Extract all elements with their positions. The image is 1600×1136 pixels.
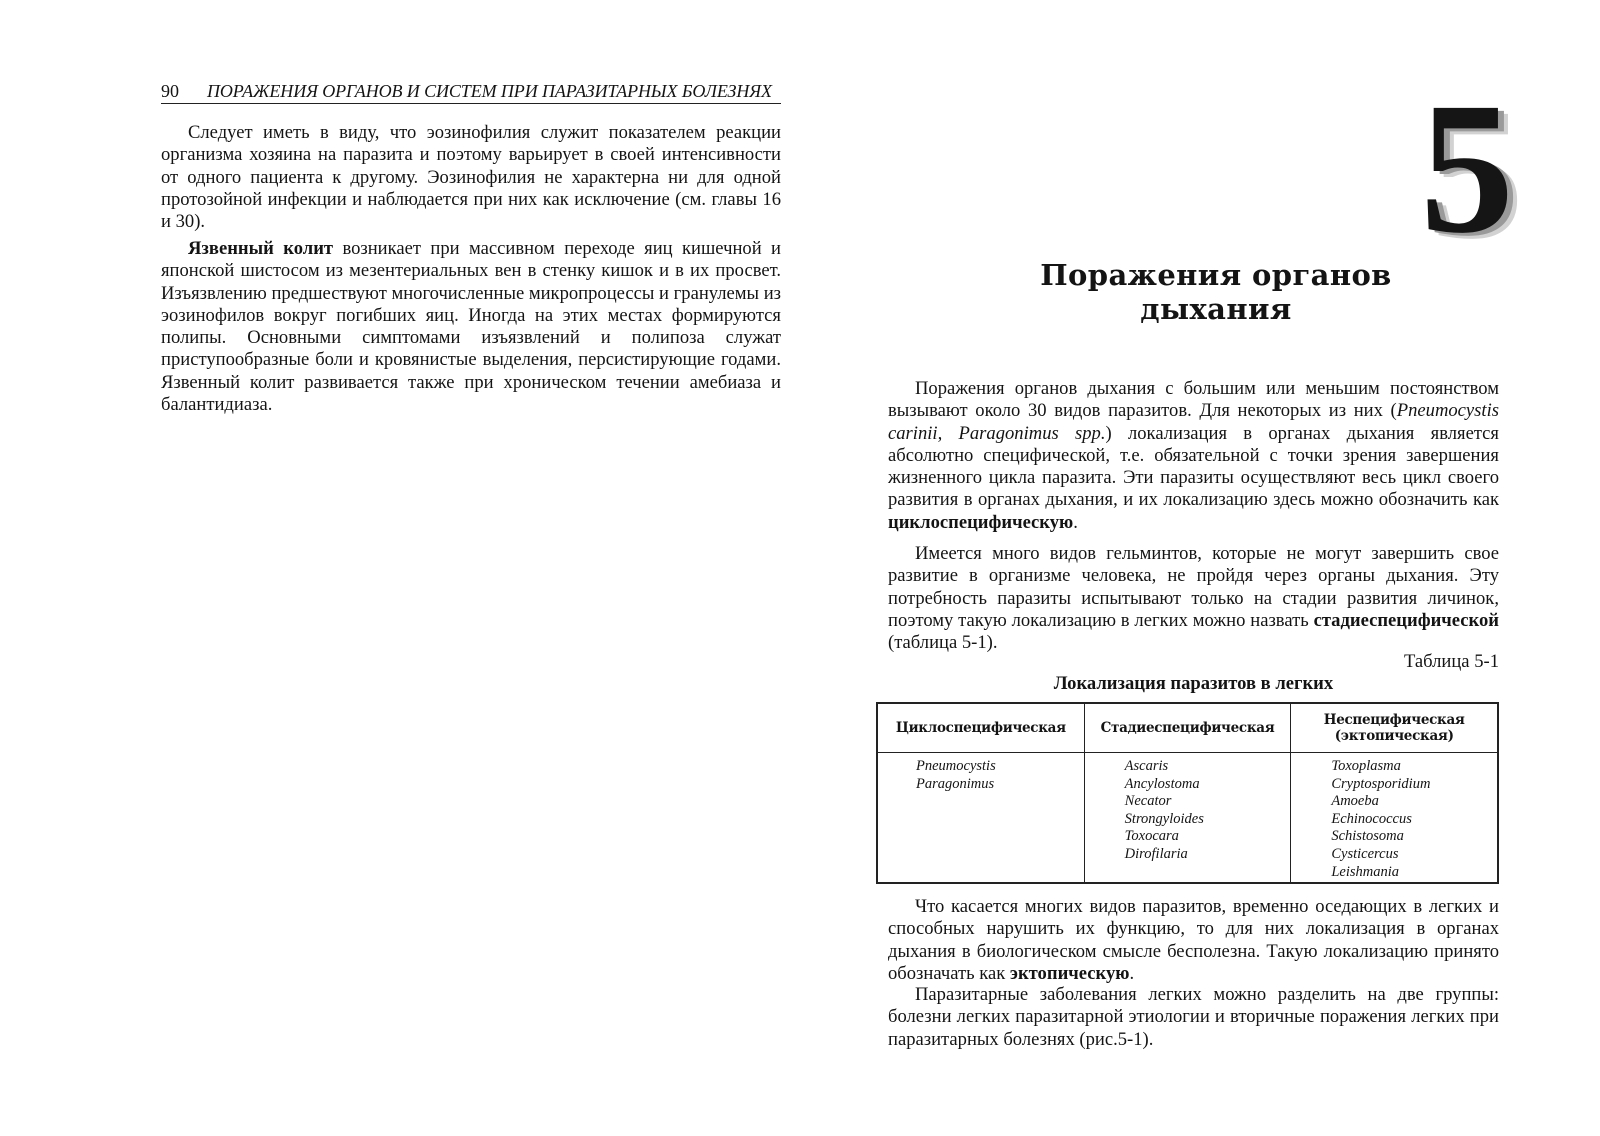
table-cell-item: Paragonimus xyxy=(916,775,995,792)
paragraph-eosinophilia xyxy=(161,122,781,233)
paragraph-text: (таблица 5-1). xyxy=(888,632,998,654)
term-ectopic: эктопическую xyxy=(1009,962,1130,984)
paragraph-text: Следует иметь в виду, что эозинофилия служит показателем реакции организма хозяина на паразита и поэтому варьирует в своей интенсивности от одного пациента к другому. Эозинофилия не характерна ни для одной протозойной инфекции и наблюдается при них как исключение (см. главы 16 и 30). xyxy=(161,122,781,233)
table-caption: Локализация паразитов в легких xyxy=(1053,673,1334,694)
paragraph-text-wrap xyxy=(888,378,1499,534)
paragraph-ectopic xyxy=(888,896,1499,985)
table-cell-list xyxy=(1085,753,1291,864)
paragraph-text: Имеется много видов гельминтов, которые не могут завершить свое развитие в организме человека, не пройдя через органы дыхания. Эту потребность паразиты испытывают только на стадии развития личинок, поэтому такую локализацию в легких можно назвать xyxy=(888,543,1499,631)
table-cell-item: Strongyloides xyxy=(1124,810,1204,827)
table-cell-list xyxy=(1291,753,1497,881)
paragraph-text: ) локализация в органах дыхания является абсолютно специфической, т.е. обязательной с точки зрения завершения жизненного цикла паразита. Эти паразиты осуществляют весь цикл своего развития в органах дыхания, и их локализацию здесь можно обозначить как xyxy=(888,422,1499,511)
table-cell-item: Ascaris xyxy=(1124,758,1169,774)
table-cell-item: Ancylostoma xyxy=(1124,775,1200,792)
paragraph-text: Поражения органов дыхания с большим или меньшим постоянством вызывают около 30 видов паразитов. Для некоторых из них ( xyxy=(888,378,1499,422)
paragraph-text-wrap xyxy=(161,238,781,416)
parasite-localization-table xyxy=(876,702,1499,884)
paragraph-text: . xyxy=(1073,511,1078,533)
table-number: Таблица 5-1 xyxy=(1403,651,1499,672)
chapter-title: Поражения органов дыхания xyxy=(1040,258,1392,326)
right-page xyxy=(800,0,1600,1136)
table-cell-item: Necator xyxy=(1124,793,1172,810)
table-cell-item: Pneumocystis xyxy=(916,758,996,774)
table-cell-item: Schistosoma xyxy=(1331,828,1404,845)
paragraph-text-wrap xyxy=(888,543,1499,654)
paragraph-stage-specific xyxy=(888,543,1499,654)
table-cell-item: Echinococcus xyxy=(1331,810,1412,827)
table-cell-list xyxy=(878,753,1084,793)
page-number: 90 xyxy=(161,81,179,101)
paragraph-text: . xyxy=(1129,962,1135,984)
table-cell-item: Dirofilaria xyxy=(1124,845,1188,862)
table-cell-item: Toxoplasma xyxy=(1331,758,1401,774)
paragraph-groups xyxy=(888,984,1499,1051)
paragraph-text: Что касается многих видов паразитов, временно оседающих в легких и способных нарушить их функцию, то для них локализация в органах дыхания в биологическом смысле бесполезна. Такую локализацию принято обозначать как xyxy=(888,896,1499,984)
paragraph-text: возникает при массивном переходе яиц кишечной и японской шистосом из мезентериальных вен в стенку кишок и в их просвет. Изъязвлению предшествуют многочисленные микропроцессы и гранулемы из эозинофилов вокруг погибших яиц. Иногда на этих местах формируются полипы. Основными симптомами изъязвлений и полипоза служат приступообразные боли и кровянистые выделения, персистирующие годами. Язвенный колит развивается также при хроническом течении амебиаза и балантидиаза. xyxy=(161,238,781,416)
term-ulcerative-colitis: Язвенный колит xyxy=(188,238,334,259)
table-column-nonspecific xyxy=(1291,704,1497,882)
table-cell-item: Toxocara xyxy=(1124,828,1179,845)
chapter-number: 5 xyxy=(1420,63,1514,272)
table-column-stage-specific xyxy=(1085,704,1292,882)
running-head-title: ПОРАЖЕНИЯ ОРГАНОВ И СИСТЕМ ПРИ ПАРАЗИТАРНЫХ БОЛЕЗНЯХ xyxy=(207,81,772,101)
table-cell-item: Cysticercus xyxy=(1331,845,1399,862)
table-column-cyclospecific xyxy=(878,704,1085,882)
term-stage-specific: стадиеспецифической xyxy=(1313,609,1499,631)
table-header-cell: Стадиеспецифическая xyxy=(1085,704,1291,753)
table-cell-item: Cryptosporidium xyxy=(1331,775,1431,792)
paragraph-text: Паразитарные заболевания легких можно разделить на две группы: болезни легких паразитарной этиологии и вторичные поражения легких при паразитарных болезнях (рис.5-1). xyxy=(888,984,1499,1050)
paragraph-text-wrap xyxy=(888,896,1499,985)
species-names: Pneumocystis carinii, Paragonimus spp. xyxy=(888,400,1499,444)
paragraph-ulcerative-colitis xyxy=(161,238,781,416)
table-header-cell: Циклоспецифическая xyxy=(878,704,1084,753)
term-cyclospecific: циклоспецифическую xyxy=(888,511,1074,533)
running-head xyxy=(161,80,781,104)
table-header-cell: Неспецифическая (эктопическая) xyxy=(1291,704,1497,753)
paragraph-intro xyxy=(888,378,1499,534)
table-cell-item: Amoeba xyxy=(1331,793,1379,810)
table-cell-item: Leishmania xyxy=(1331,863,1400,880)
